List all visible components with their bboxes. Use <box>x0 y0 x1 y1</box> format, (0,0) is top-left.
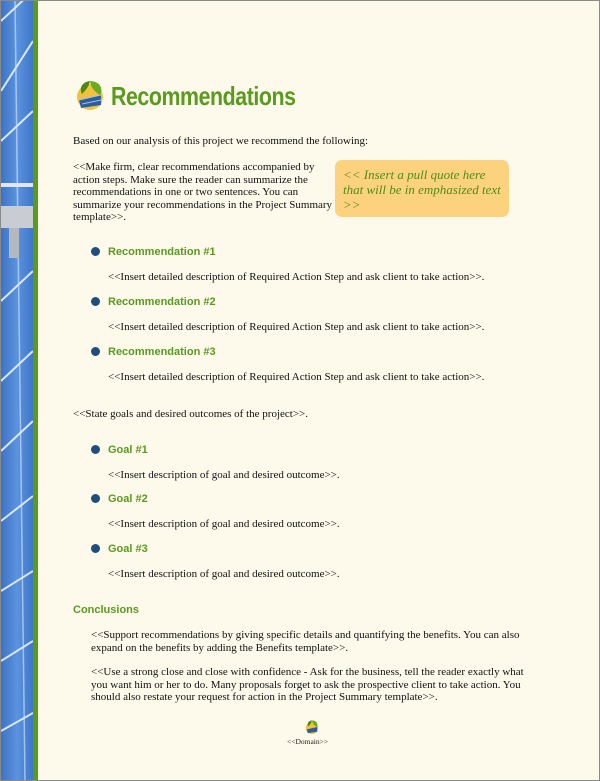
pull-quote: << Insert a pull quote here that will be in emphasized text >> <box>335 160 509 217</box>
goal-description: <<Insert description of goal and desired outcome>>. <box>108 469 340 481</box>
bullet-dot-icon <box>91 297 100 306</box>
bullet-dot-icon <box>91 347 100 356</box>
footer-text: <<Domain>> <box>287 737 329 746</box>
side-decoration <box>1 1 33 781</box>
bullet-dot-icon <box>91 544 100 553</box>
page-title: Recommendations <box>111 81 296 111</box>
recommendation-title: Recommendation #2 <box>108 296 216 308</box>
solar-panel-graphic <box>1 1 33 781</box>
goal-description: <<Insert description of goal and desired outcome>>. <box>108 568 340 580</box>
recommendation-title: Recommendation #3 <box>108 346 216 358</box>
bullet-dot-icon <box>91 247 100 256</box>
recommendation-description: <<Insert detailed description of Required Action Step and ask client to take action>>. <box>108 321 485 333</box>
intro-text: Based on our analysis of this project we recommend the following: <box>73 135 369 147</box>
goal-title: Goal #2 <box>108 493 148 505</box>
conclusions-paragraph: <<Support recommendations by giving specific details and quantifying the benefits. You can also expand on the benefits by adding the Benefits template>>. <box>91 629 520 654</box>
conclusions-paragraph: <<Use a strong close and close with confidence - Ask for the business, tell the reader exactly what you want him or her to do. Many proposals forget to ask the prospective client to take action. You should also restate your request for action in the Project Summary template>>. <box>91 666 524 703</box>
goal-description: <<Insert description of goal and desired outcome>>. <box>108 518 340 530</box>
recommendation-paragraph: <<Make firm, clear recommendations accompanied by action steps. Make sure the reader can summarize the recommendations in one or two sentences. You can summarize your recommendations in the Project Summary template>>. <box>73 161 333 223</box>
goal-title: Goal #3 <box>108 543 148 555</box>
goal-title: Goal #1 <box>108 444 148 456</box>
conclusions-heading: Conclusions <box>73 604 140 616</box>
goals-intro: <<State goals and desired outcomes of the project>>. <box>73 408 308 420</box>
recommendation-title: Recommendation #1 <box>108 246 216 258</box>
green-stripe <box>33 1 38 781</box>
bullet-dot-icon <box>91 445 100 454</box>
recommendation-description: <<Insert detailed description of Required Action Step and ask client to take action>>. <box>108 371 485 383</box>
recommendation-description: <<Insert detailed description of Required Action Step and ask client to take action>>. <box>108 271 485 283</box>
footer-logo-icon <box>304 719 320 735</box>
leaf-panel-logo-icon <box>73 78 107 112</box>
bullet-dot-icon <box>91 494 100 503</box>
